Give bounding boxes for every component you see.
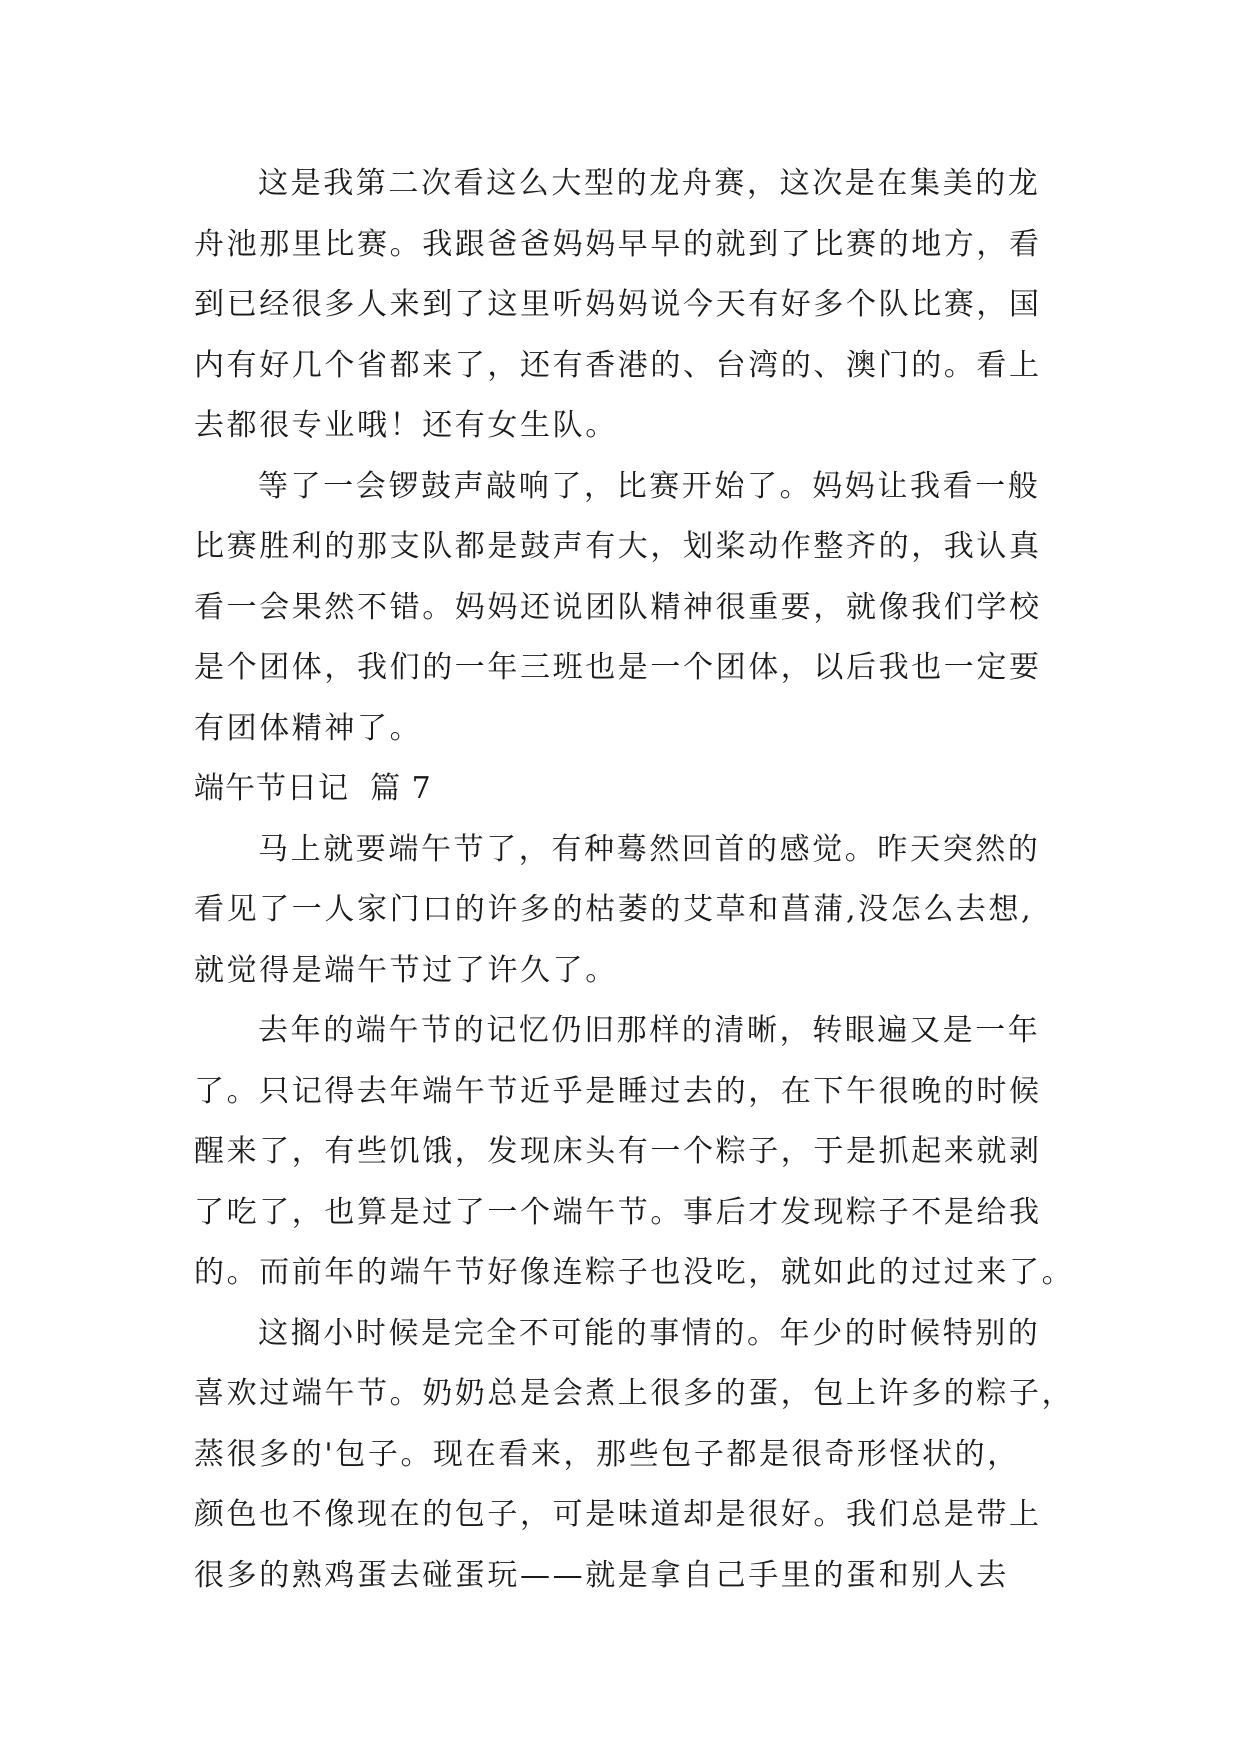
text-line: 内有好几个省都来了，还有香港的、台湾的、澳门的。看上 xyxy=(194,347,1042,383)
text-line: 舟池那里比赛。我跟爸爸妈妈早早的就到了比赛的地方，看 xyxy=(194,226,1042,262)
text-line: 这搁小时候是完全不可能的事情的。年少的时候特别的 xyxy=(258,1315,1041,1351)
text-line: 去年的端午节的记忆仍旧那样的清晰，转眼遍又是一年 xyxy=(258,1013,1041,1048)
text-line: 是个团体，我们的一年三班也是一个团体，以后我也一定要 xyxy=(194,650,1042,685)
text-line: 这是我第二次看这么大型的龙舟赛，这次是在集美的龙 xyxy=(258,166,1041,201)
paragraph xyxy=(194,457,1054,760)
text-line: 等了一会锣鼓声敲响了，比赛开始了。妈妈让我看一般 xyxy=(258,468,1041,504)
text-line: 颜色也不像现在的包子，可是味道却是很好。我们总是带上 xyxy=(194,1497,1042,1532)
text-line: 的。而前年的端午节好像连粽子也没吃，就如此的过过来了。 xyxy=(194,1255,1075,1290)
text-line: 有团体精神了。 xyxy=(194,710,423,746)
text-line: 去都很专业哦！还有女生队。 xyxy=(194,408,618,443)
text-line: 看见了一人家门口的许多的枯萎的艾草和菖蒲,没怎么去想, xyxy=(194,892,1034,927)
document-body xyxy=(194,154,1075,1606)
paragraph xyxy=(194,1304,1075,1607)
text-line: 了吃了，也算是过了一个端午节。事后才发现粽子不是给我 xyxy=(194,1194,1042,1230)
text-line: 很多的熟鸡蛋去碰蛋玩——就是拿自己手里的蛋和别人去 xyxy=(194,1557,1009,1593)
paragraph xyxy=(194,1001,1075,1304)
text-line: 喜欢过端午节。奶奶总是会煮上很多的蛋，包上许多的粽子， xyxy=(194,1376,1075,1411)
text-line: 蒸很多的'包子。现在看来，那些包子都是很奇形怪状的， xyxy=(194,1436,1020,1472)
text-line: 了。只记得去年端午节近乎是睡过去的，在下午很晚的时候 xyxy=(194,1073,1042,1109)
text-line: 马上就要端午节了，有种蓦然回首的感觉。昨天突然的 xyxy=(258,831,1041,867)
paragraph xyxy=(194,820,1054,1002)
section-heading xyxy=(194,759,1054,820)
text-line: 比赛胜利的那支队都是鼓声有大，划桨动作整齐的，我认真 xyxy=(194,529,1042,564)
text-line: 就觉得是端午节过了许久了。 xyxy=(194,952,618,988)
text-line: 看一会果然不错。妈妈还说团队精神很重要，就像我们学校 xyxy=(194,589,1042,625)
paragraph xyxy=(194,154,1054,457)
text-line: 到已经很多人来到了这里听妈妈说今天有好多个队比赛，国 xyxy=(194,287,1042,322)
text-line: 醒来了，有些饥饿，发现床头有一个粽子，于是抓起来就剥 xyxy=(194,1134,1042,1169)
heading-text: 端午节日记 篇 7 xyxy=(194,771,432,806)
